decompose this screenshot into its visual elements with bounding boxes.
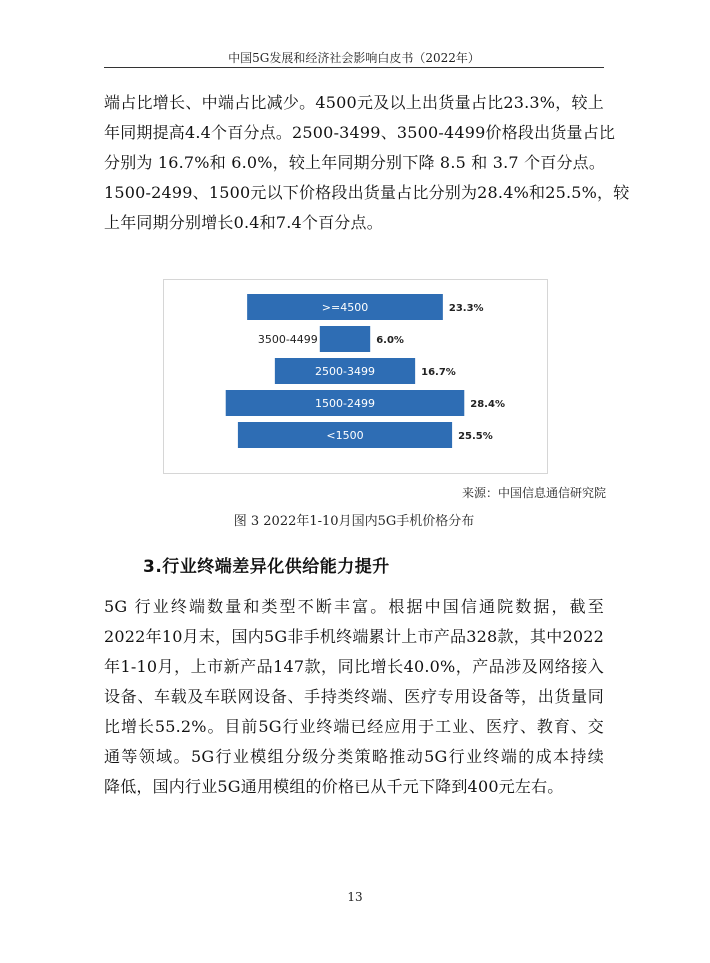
paragraph-line: 分别为 16.7%和 6.0%，较上年同期分别下降 8.5 和 3.7 个百分点。 <box>104 153 606 172</box>
paragraph-industry-terminals <box>104 592 604 802</box>
paragraph-line: 1500-2499、1500元以下价格段出货量占比分别为28.4%和25.5%，较 <box>104 183 630 202</box>
paragraph-line: 2022年10月末，国内5G非手机终端累计上市产品328款，其中2022 <box>104 627 604 646</box>
paragraph-line: 设备、车载及车联网设备、手持类终端、医疗专用设备等，出货量同 <box>104 687 604 706</box>
paragraph-line: 5G 行业终端数量和类型不断丰富。根据中国信通院数据，截至 <box>104 597 604 616</box>
category-label: >=4500 <box>321 301 369 314</box>
data-label: 23.3% <box>448 303 484 314</box>
category-label: 3500-4499 <box>257 333 318 346</box>
paragraph-price-distribution <box>104 88 630 238</box>
page-number: 13 <box>347 890 363 904</box>
data-label: 16.7% <box>421 367 456 378</box>
figure-caption: 图 3 2022年1-10月国内5G手机价格分布 <box>233 514 475 529</box>
category-label: <1500 <box>326 429 364 442</box>
chart-canvas <box>164 280 547 473</box>
paragraph-line: 比增长55.2%。目前5G行业终端已经应用于工业、医疗、教育、交 <box>104 717 604 736</box>
category-label: 1500-2499 <box>315 397 375 410</box>
data-label: 28.4% <box>470 399 505 410</box>
category-label: 2500-3499 <box>315 365 375 378</box>
running-header: 中国5G发展和经济社会影响白皮书（2022年） <box>228 51 480 65</box>
paragraph-line: 通等领域。5G行业模组分级分类策略推动5G行业终端的成本持续 <box>104 747 604 766</box>
data-label: 6.0% <box>376 335 404 346</box>
data-label: 25.5% <box>458 431 493 442</box>
bar-3500-4499 <box>320 326 370 352</box>
section-title: 3.行业终端差异化供给能力提升 <box>143 557 390 577</box>
paragraph-line: 上年同期分别增长0.4和7.4个百分点。 <box>104 213 383 232</box>
price-distribution-chart <box>163 279 548 474</box>
paragraph-line: 年1-10月，上市新产品147款，同比增长40.0%，产品涉及网络接入 <box>104 657 604 676</box>
paragraph-line: 年同期提高4.4个百分点。2500-3499、3500-4499价格段出货量占比 <box>104 123 616 142</box>
paragraph-line: 降低，国内行业5G通用模组的价格已从千元下降到400元左右。 <box>104 777 564 796</box>
header-rule <box>104 67 604 68</box>
paragraph-line: 端占比增长、中端占比减少。4500元及以上出货量占比23.3%，较上 <box>104 93 604 112</box>
figure-source: 来源：中国信息通信研究院 <box>461 486 606 500</box>
